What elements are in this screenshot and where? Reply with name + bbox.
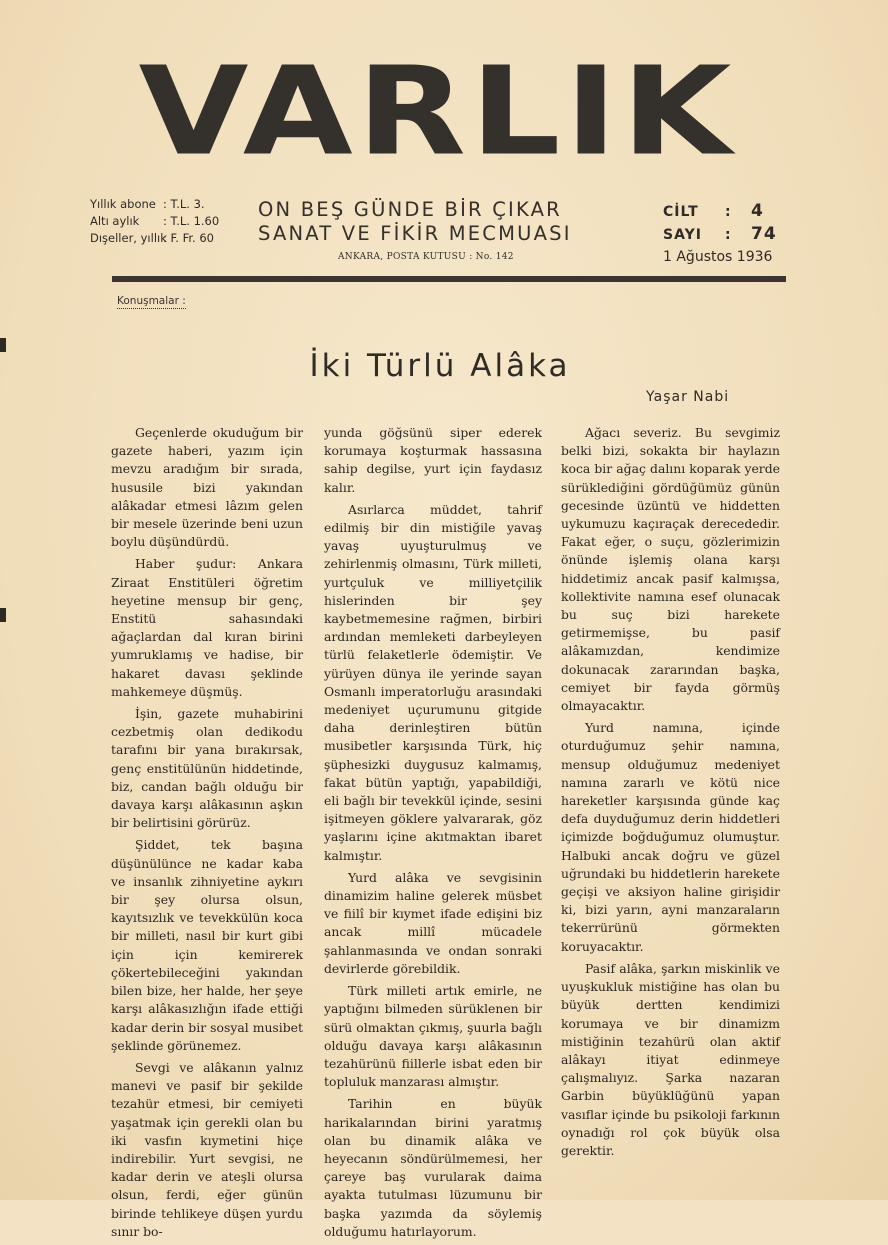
subscription-value: : T.L. 1.60 xyxy=(163,214,220,228)
paragraph: Asırlarca müddet, tahrif edilmiş bir din mistiğile yavaş yavaş uyuşturulmuş ve zehirlenmiş olmasını, Türk milleti, yurtçuluk ve milliyetçilik hislerinden bir şey kaybetmemesine rağmen, birbiri ardından memleketi darbeyleyen türlü felaketlerle ödemiştir. Ve yürüyen dünya ile yerinde sayan Osmanlı imperatorluğu arasındaki medeniyet uçurumunu gitgide daha derinleştiren bütün musibetler karşısında Türk, hiç şüphesizki duygusuz kalmamış, fakat bütün yaptığı, yapabildiği, eli bağlı bir tevekkül içinde, sesini işitmeyen göklere yalvararak, göz yaşlarını içine akıtmaktan ibaret kalmıştır. xyxy=(324,501,542,863)
subscription-value: : F. Fr. 60 xyxy=(163,231,215,245)
subscription-label: Altı aylık xyxy=(90,214,140,228)
article-column-1 xyxy=(111,424,303,1245)
article-column-3 xyxy=(561,424,780,1164)
postal-address: ANKARA, POSTA KUTUSU : No. 142 xyxy=(338,252,514,262)
paragraph: Yurd alâka ve sevgisinin dinamizim haline gelerek müsbet ve fiilî bir kıymet ifade edişini biz ancak millî mücadele şahlanmasında ve ondan sonraki devirlerde görebildik. xyxy=(324,869,542,976)
subscription-value: : T.L. 3. xyxy=(163,197,205,211)
paragraph: İşin, gazete muhabirini cezbetmiş olan dedikodu tarafını bir yana bırakırsak, genç enstitülünün hiddetinde, biz, candan bağlı olduğu bir davaya karşı alâkasının aşkın bir belirtisini görürüz. xyxy=(111,706,303,831)
volume-colon: : xyxy=(725,204,732,220)
volume-row xyxy=(663,200,785,223)
paragraph: Haber şudur: Ankara Ziraat Enstitüleri öğretim heyetine mensup bir genç, Enstitü sahasındaki ağaçlardan dal kıran birini yumruklamış ve hadise, bir hakaret davası şeklinde mahkemeye düşmüş. xyxy=(111,556,303,699)
binding-mark xyxy=(0,608,6,622)
masthead-tagline-block xyxy=(258,198,628,262)
paragraph: Yurd namına, içinde oturduğumuz şehir namına, mensup olduğumuz medeniyet namına zararlı ve kötü nice hareketler karşısında günde kaç defa duyduğumuz derin hiddetleri içimizde boğduğumuz olumuştur. Halbuki ancak doğru ve güzel uğrundaki bu hiddetlerin harekete geçişi ve aksiyon haline girişidir ki, bizi yarın, ayni manzaraların tekerrürünü görmekten koruyacaktır. xyxy=(561,720,780,954)
paragraph: Şiddet, tek başına düşünülünce ne kadar kaba ve insanlık zihniyetine aykırı bir şey olursa olsun, kayıtsızlık ve tevekkülün koca bir milleti, nasıl bir kurt gibi için için kemirerek çökertebileceğini yakından bilen bize, her halde, her şeye karşı alâkasızlığın ifade ettiği kadar derin bir sosyal musibet şeklinde görünemez. xyxy=(111,837,303,1053)
article-author: Yaşar Nabi xyxy=(646,389,730,405)
binding-mark xyxy=(0,338,6,352)
article-title: İki Türlü Alâka xyxy=(309,348,571,384)
paragraph: Sevgi ve alâkanın yalnız manevi ve pasif bir şekilde tezahür etmesi, bir cemiyeti yaşatmak için gerekli olan bu iki vasfın kıymetini hiçe indirebilir. Yurt sevgisi, ne kadar derin ve ateşli olursa olsun, ferdi, eğer günün birinde tehlikeye düşen yurdu sınır bo- xyxy=(111,1059,303,1239)
volume-label: CİLT xyxy=(663,204,699,220)
volume-value: 4 xyxy=(751,201,764,221)
issue-value: 74 xyxy=(751,224,777,244)
issue-info xyxy=(663,200,785,265)
subscription-row xyxy=(90,196,240,213)
paragraph: Türk milleti artık emirle, ne yaptığını bilmeden sürüklenen bir sürü olmaktan çıkmış, şuurla bağlı olduğu davaya karşı alâkasının tezahürünü fiillerle isbat eden bir topluluk manzarası almıştır. xyxy=(324,983,542,1090)
paragraph: yunda göğsünü siper ederek korumaya koşturmak hassasına sahip degilse, yurt için faydasız kalır. xyxy=(324,425,542,495)
issue-label: SAYI xyxy=(663,227,702,243)
subscription-prices xyxy=(90,196,240,247)
masthead-title: VARLIK xyxy=(138,40,736,183)
paragraph: Geçenlerde okuduğum bir gazete haberi, yazım için mevzu aradığım bir sırada, hususile bizi yakından alâkadar etmesi lâzım gelen bir mesele üzerinde beni uzun boylu düşündürdü. xyxy=(111,425,303,550)
issue-row xyxy=(663,223,785,246)
subscription-row xyxy=(90,213,240,230)
issue-colon: : xyxy=(725,227,732,243)
paragraph: Ağacı severiz. Bu sevgimiz belki bizi, sokakta bir haylazın koca bir ağaç dalını koparak yerde sürüklediğini gördüğümüz günün gecesinde üzüntü ve hiddetten uykumuzu kaçıraçak derecededir. Fakat eğer, o suçu, gözlerimizin önünde işlemiş olana karşı hiddetimiz ancak pasif kalmışsa, kollektivite namına esef olunacak bu suç bizi harekete getirmemişse, bu pasif alâkamızdan, kendimize dokunacak zararından başka, cemiyet bir fayda görmüş olmayacaktır. xyxy=(561,425,780,714)
section-label: Konuşmalar : xyxy=(117,295,186,307)
article-column-2 xyxy=(324,424,542,1245)
issue-date: 1 Ağustos 1936 xyxy=(663,249,773,265)
tagline-line-2: SANAT VE FİKİR MECMUASI xyxy=(258,222,572,245)
paragraph: Tarihin en büyük harikalarından birini yaratmış olan bu dinamik alâka ve heyecanın söndürülmemesi, her çareye baş vurularak daima ayakta tutulması lüzumunu bir başka yazımda da söylemiş olduğumu hatırlayorum. xyxy=(324,1096,542,1239)
subscription-label: Dışeller, yıllık xyxy=(90,231,167,245)
masthead-rule xyxy=(112,276,786,282)
paragraph: Pasif alâka, şarkın miskinlik ve uyuşkukluk mistiğine has olan bu büyük dertten kendimizi korumaya ve bir dinamizm mistiğinin tezahürü olan aktif alâkayı itiyat edinmeye çalışmalıyız. Şarka nazaran Garbin büyüklüğünü yapan vasıflar içinde bu psikoloji farkının oynadığı rol çok büyük olsa gerektir. xyxy=(561,960,780,1158)
subscription-label: Yıllık abone xyxy=(90,197,156,211)
subscription-row xyxy=(90,230,240,247)
tagline-line-1: ON BEŞ GÜNDE BİR ÇIKAR xyxy=(258,198,562,221)
